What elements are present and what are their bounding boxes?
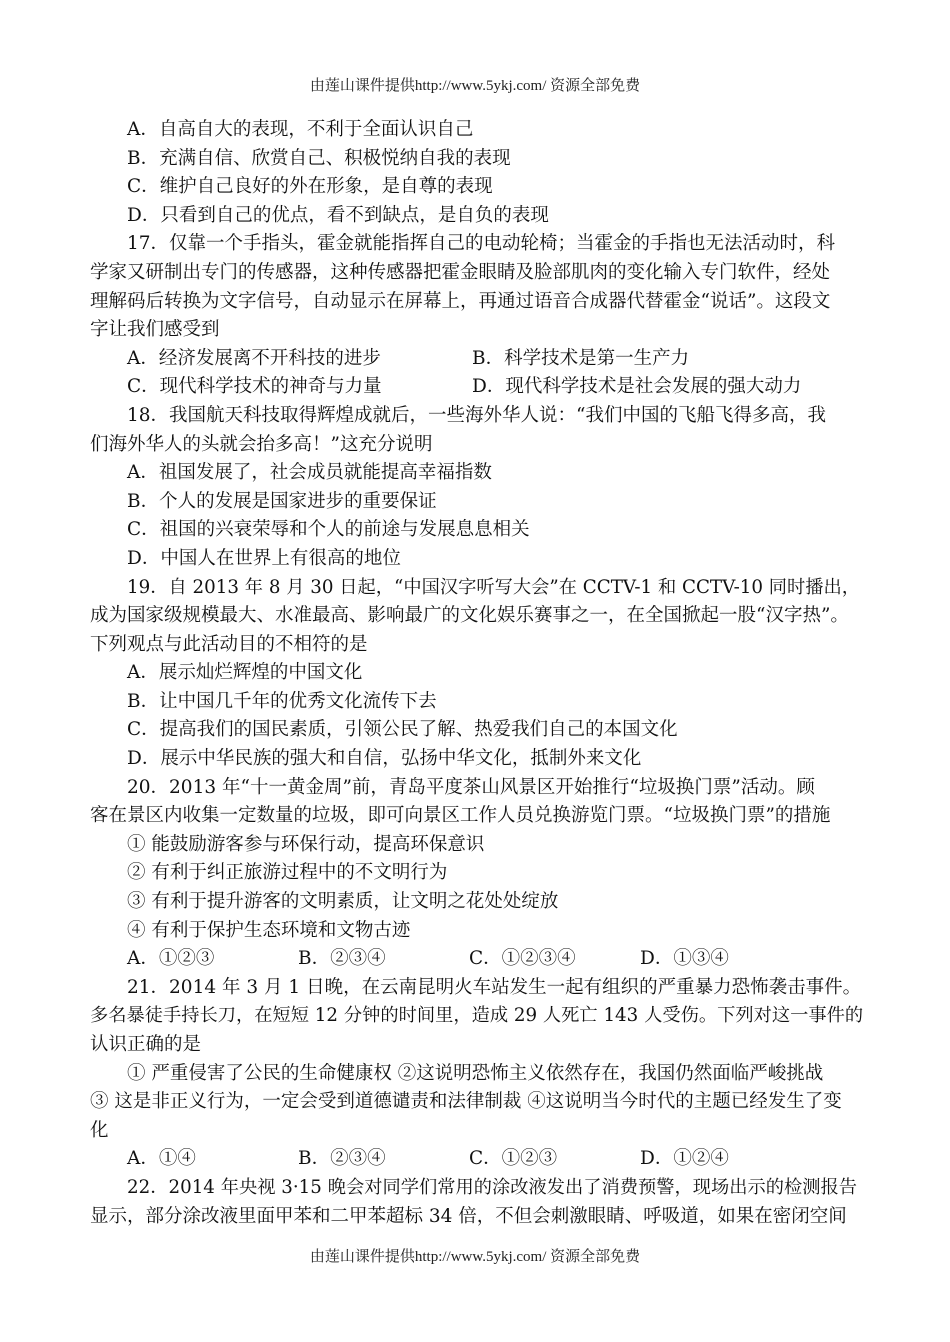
- q21-option-c: C．①②③: [469, 1148, 558, 1170]
- q20-stem-line: 20．2013 年“十一黄金周”前，青岛平度茶山风景区开始推行“垃圾换门票”活动。顾: [127, 776, 815, 798]
- q20-option-b: B．②③④: [298, 948, 386, 970]
- page-header: 由莲山课件提供http://www.5ykj.com/ 资源全部免费: [309, 78, 641, 94]
- q17-options-row: [90, 345, 865, 374]
- q17-stem-line: 17．仅靠一个手指头，霍金就能指挥自己的电动轮椅；当霍金的手指也无法活动时，科: [127, 233, 836, 255]
- q19-stem-line: 下列观点与此活动目的不相符的是: [90, 633, 368, 655]
- q18-option-c: C．祖国的兴衰荣辱和个人的前途与发展息息相关: [127, 519, 530, 541]
- q22-stem-line: 显示，部分涂改液里面甲苯和二甲苯超标 34 倍，不但会刺激眼睛、呼吸道，如果在密闭空间: [90, 1205, 847, 1227]
- q17-stem-line: 理解码后转换为文字信号，自动显示在屏幕上，再通过语音合成器代替霍金“说话”。这段文: [90, 290, 831, 312]
- q21-stem-line: 21．2014 年 3 月 1 日晚，在云南昆明火车站发生一起有组织的严重暴力恐怖袭击事件。: [127, 976, 862, 998]
- q20-option-c: C．①②③④: [469, 948, 576, 970]
- q21-option-b: B．②③④: [298, 1148, 386, 1170]
- page-footer: 由莲山课件提供http://www.5ykj.com/ 资源全部免费: [309, 1249, 641, 1265]
- q18-option-d: D．中国人在世界上有很高的地位: [127, 547, 401, 569]
- q18-stem-line: 们海外华人的头就会抬多高！”这充分说明: [90, 433, 433, 455]
- q19-option-b: B．让中国几千年的优秀文化流传下去: [127, 690, 437, 712]
- q20-item-3: ③ 有利于提升游客的文明素质，让文明之花处处绽放: [127, 891, 559, 913]
- document-body: [90, 116, 865, 1231]
- q18-option-a: A．祖国发展了，社会成员就能提高幸福指数: [127, 462, 492, 484]
- q19-stem-line: 19．自 2013 年 8 月 30 日起，“中国汉字听写大会”在 CCTV-1 和 CCTV-10 同时播出，: [127, 576, 861, 598]
- q17-stem-line: 学家又研制出专门的传感器，这种传感器把霍金眼睛及脸部肌肉的变化输入专门软件，经处: [90, 261, 831, 283]
- q17-option-c: C．现代科学技术的神奇与力量: [127, 376, 382, 398]
- q20-item-1: ① 能鼓励游客参与环保行动，提高环保意识: [127, 833, 485, 855]
- q19-stem-line: 成为国家级规模最大、水准最高、影响最广的文化娱乐赛事之一，在全国掀起一股“汉字热”。: [90, 605, 849, 627]
- q19-option-d: D．展示中华民族的强大和自信，弘扬中华文化，抵制外来文化: [127, 748, 642, 770]
- q19-option-c: C．提高我们的国民素质，引领公民了解、热爱我们自己的本国文化: [127, 719, 678, 741]
- q22-stem-line: 22．2014 年央视 3·15 晚会对同学们常用的涂改液发出了消费预警，现场出示的检测报告: [127, 1176, 857, 1198]
- q21-stem-line: 认识正确的是: [90, 1034, 202, 1055]
- q20-options-row: [90, 945, 865, 974]
- q20-item-2: ② 有利于纠正旅游过程中的不文明行为: [127, 862, 448, 884]
- q16-option-d: D．只看到自己的优点，看不到缺点，是自负的表现: [127, 204, 549, 226]
- q20-item-4: ④ 有利于保护生态环境和文物古迹: [127, 919, 411, 941]
- q21-option-a: A．①④: [127, 1148, 196, 1170]
- q16-option-a: A．自高自大的表现，不利于全面认识自己: [127, 119, 474, 140]
- q20-stem-line: 客在景区内收集一定数量的垃圾，即可向景区工作人员兑换游览门票。“垃圾换门票”的措施: [90, 805, 831, 827]
- q21-items-line: ① 严重侵害了公民的生命健康权 ②这说明恐怖主义依然存在，我国仍然面临严峻挑战: [127, 1062, 824, 1084]
- q20-option-a: A．①②③: [127, 948, 215, 970]
- q16-option-c: C．维护自己良好的外在形象，是自尊的表现: [127, 176, 493, 198]
- q18-option-b: B．个人的发展是国家进步的重要保证: [127, 490, 437, 512]
- q21-options-row: [90, 1145, 865, 1174]
- q19-option-a: A．展示灿烂辉煌的中国文化: [127, 662, 363, 684]
- q21-stem-line: 多名暴徒手持长刀，在短短 12 分钟的时间里，造成 29 人死亡 143 人受伤。下列对这一事件的: [90, 1005, 864, 1027]
- q17-options-row: [90, 373, 865, 402]
- q17-stem-line: 字让我们感受到: [90, 319, 220, 341]
- q21-items-line: ③ 这是非正义行为，一定会受到道德谴责和法律制裁 ④这说明当今时代的主题已经发生了变: [90, 1091, 842, 1113]
- q16-option-b: B．充满自信、欣赏自己、积极悦纳自我的表现: [127, 147, 511, 169]
- q18-stem-line: 18．我国航天科技取得辉煌成就后，一些海外华人说：“我们中国的飞船飞得多高，我: [127, 404, 827, 426]
- q21-items-line: 化: [90, 1119, 109, 1141]
- q17-option-d: D．现代科学技术是社会发展的强大动力: [472, 376, 802, 398]
- q17-option-b: B．科学技术是第一生产力: [472, 347, 690, 369]
- q20-option-d: D．①③④: [640, 948, 729, 970]
- q21-option-d: D．①②④: [640, 1148, 729, 1170]
- q17-option-a: A．经济发展离不开科技的进步: [127, 347, 381, 369]
